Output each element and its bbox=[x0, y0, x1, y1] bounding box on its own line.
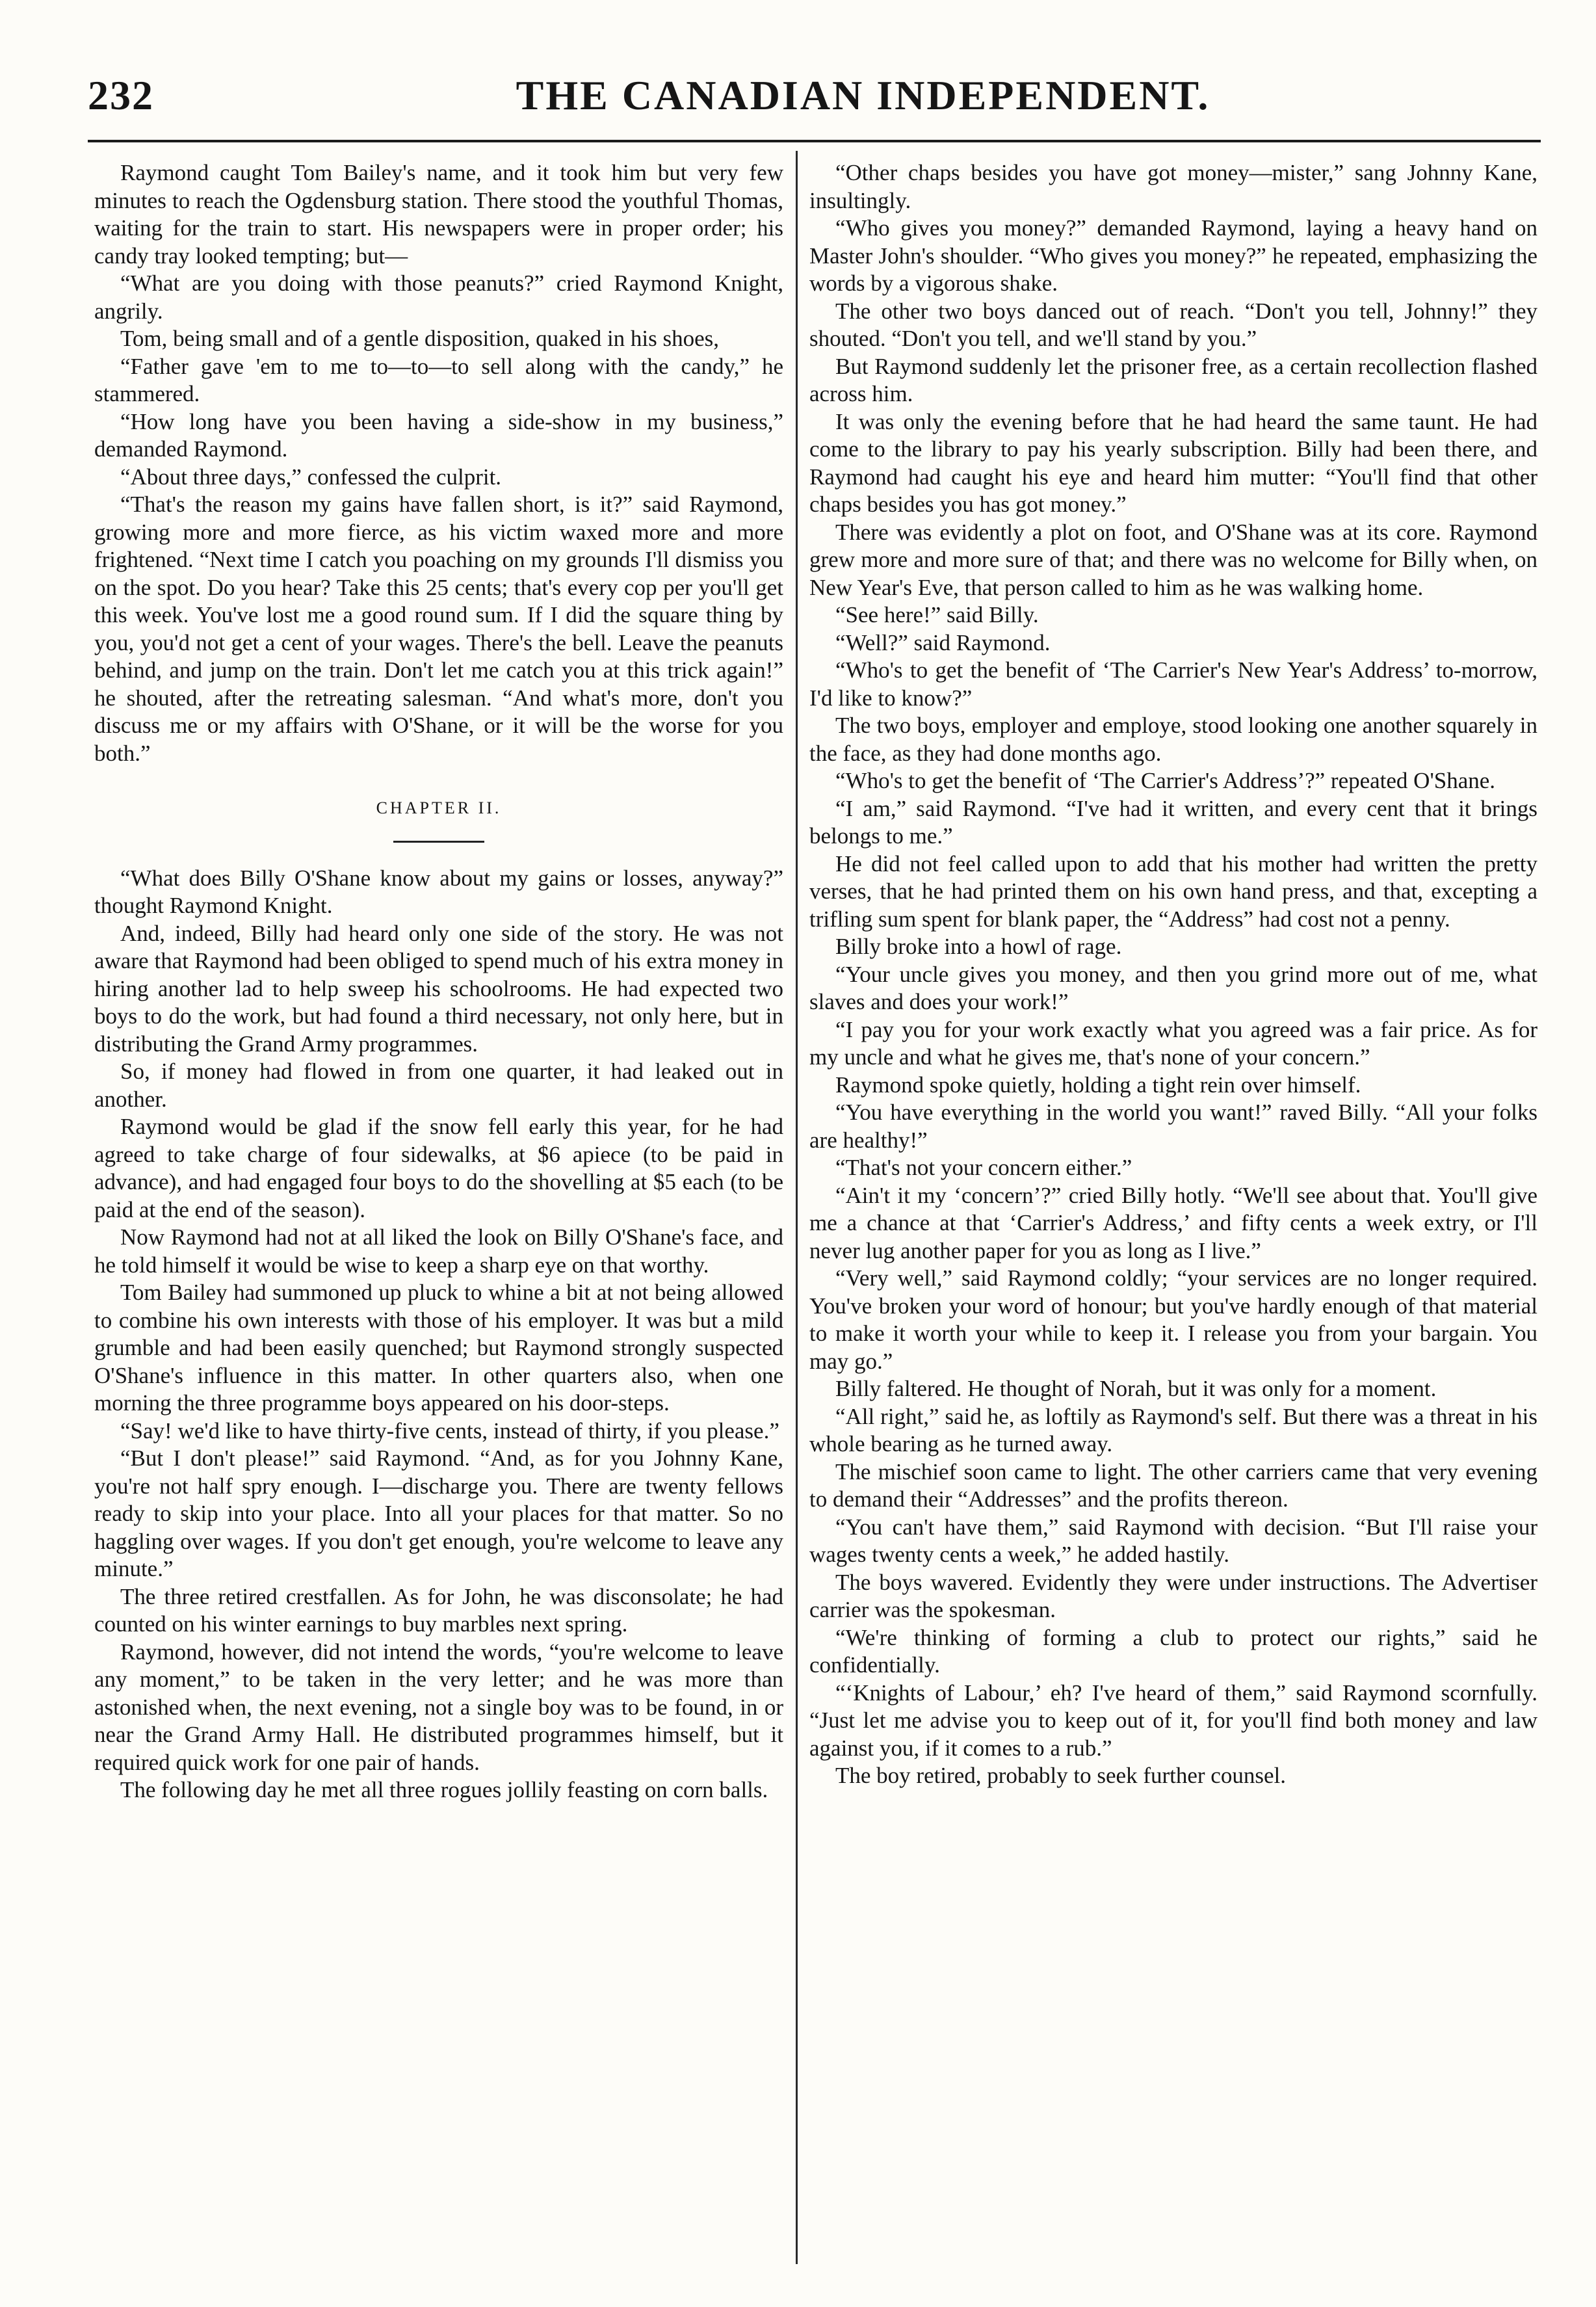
paragraph: “All right,” said he, as loftily as Raymond's self. But there was a threat in his whole bearing as he turned away. bbox=[809, 1403, 1537, 1457]
paragraph: The mischief soon came to light. The other carriers came that very evening to demand their “Addresses” and the profits thereon. bbox=[809, 1458, 1537, 1512]
paragraph: “I am,” said Raymond. “I've had it written, and every cent that it brings belongs to me.” bbox=[809, 795, 1537, 849]
paragraph: The three retired crestfallen. As for John, he was disconsolate; he had counted on his winter earnings to buy marbles next spring. bbox=[94, 1583, 783, 1637]
paragraph: And, indeed, Billy had heard only one side of the story. He was not aware that Raymond had been obliged to spend much of his extra money in hiring another lad to help sweep his schoolrooms. He had expected two boys to do the work, but had found a third necessary, not only here, but in distributing the Grand Army programmes. bbox=[94, 920, 783, 1057]
paragraph: “See here!” said Billy. bbox=[835, 602, 1039, 627]
paragraph: The other two boys danced out of reach. “Don't you tell, Johnny!” they shouted. “Don't you tell, and we'll stand by you.” bbox=[809, 298, 1537, 351]
paragraph: “Your uncle gives you money, and then you grind more out of me, what slaves and does your work!” bbox=[809, 961, 1537, 1014]
page-header bbox=[88, 72, 1541, 124]
paragraph: It was only the evening before that he had heard the same taunt. He had come to the library to pay his yearly subscription. Billy had been there, and Raymond had caught his eye and heard him mutter: “You'll find that other chaps besides you has got money.” bbox=[809, 408, 1537, 517]
chapter-heading: CHAPTER II. bbox=[376, 798, 502, 817]
paragraph: “Well?” said Raymond. bbox=[835, 629, 1051, 655]
paragraph: “What are you doing with those peanuts?” cried Raymond Knight, angrily. bbox=[94, 270, 783, 324]
paragraph: He did not feel called upon to add that his mother had written the pretty verses, that he had printed them on his own hand press, and that, excepting a trifling sum spent for blank paper, the “Address” had cost not a penny. bbox=[809, 850, 1537, 932]
paragraph: “Who gives you money?” demanded Raymond, laying a heavy hand on Master John's shoulder. “Who gives you money?” he repeated, emphasizing the words by a vigorous shake. bbox=[809, 215, 1537, 296]
paragraph: Raymond would be glad if the snow fell early this year, for he had agreed to take charge of four sidewalks, at $6 apiece (to be paid in advance), and had engaged four boys to do the shovelling at $5 each (to be paid at the end of the season). bbox=[94, 1114, 783, 1222]
right-column-text bbox=[809, 159, 1537, 1790]
paragraph: The boys wavered. Evidently they were under instructions. The Advertiser carrier was the spokesman. bbox=[809, 1569, 1537, 1622]
right-column bbox=[809, 159, 1537, 2260]
column-divider bbox=[796, 151, 798, 2264]
paragraph: “How long have you been having a side-show in my business,” demanded Raymond. bbox=[94, 408, 783, 462]
left-column bbox=[94, 159, 783, 2260]
paragraph: “I pay you for your work exactly what you agreed was a fair price. As for my uncle and what he gives me, that's none of your concern.” bbox=[809, 1016, 1537, 1070]
paragraph: The following day he met all three rogues jollily feasting on corn balls. bbox=[120, 1777, 768, 1802]
paragraph: So, if money had flowed in from one quarter, it had leaked out in another. bbox=[94, 1059, 783, 1112]
paragraph: Tom Bailey had summoned up pluck to whine a bit at not being allowed to combine his own interests with those of his employer. It was but a mild grumble and had been easily quenched; but Raymond strongly suspected O'Shane's influence in this matter. In other quarters also, when one morning the three programme boys appeared on his door-steps. bbox=[94, 1280, 783, 1416]
paragraph: Now Raymond had not at all liked the look on Billy O'Shane's face, and he told himself it would be wise to keep a sharp eye on that worthy. bbox=[94, 1224, 783, 1278]
paragraph: “Father gave 'em to me to—to—to sell along with the candy,” he stammered. bbox=[94, 353, 783, 406]
paragraph: The two boys, employer and employe, stood looking one another squarely in the face, as they had done months ago. bbox=[809, 713, 1537, 766]
paragraph: “‘Knights of Labour,’ eh? I've heard of them,” said Raymond scornfully. “Just let me advise you to keep out of it, for you'll find both money and law against you, if it comes to a rub.” bbox=[809, 1680, 1537, 1761]
paragraph: Tom, being small and of a gentle disposition, quaked in his shoes, bbox=[120, 326, 720, 351]
paragraph: “That's not your concern either.” bbox=[835, 1155, 1132, 1180]
paragraph: There was evidently a plot on foot, and O'Shane was at its core. Raymond grew more and more sure of that; and there was no welcome for Billy when, on New Year's Eve, that person called to him as he was walking home. bbox=[809, 519, 1537, 600]
paragraph: “That's the reason my gains have fallen short, is it?” said Raymond, growing more and more fierce, as his victim waxed more and more frightened. “Next time I catch you poaching on my grounds I'll dismiss you on the spot. Do you hear? Take this 25 cents; that's every cop per you'll get this week. You've lost me a good round sum. If I did the square thing by you, you'd not get a cent of your wages. There's the bell. Leave the peanuts behind, and jump on the train. Don't let me catch you at this trick again!” he shouted, after the retreating salesman. “And what's more, don't you discuss me or my affairs with O'Shane, or it will be the worse for you both.” bbox=[94, 492, 783, 766]
page-number: 232 bbox=[88, 72, 154, 118]
paragraph: “Who's to get the benefit of ‘The Carrier's New Year's Address’ to-morrow, I'd like to know?” bbox=[809, 657, 1537, 711]
paragraph: Raymond spoke quietly, holding a tight rein over himself. bbox=[835, 1072, 1361, 1098]
paragraph: “Who's to get the benefit of ‘The Carrier's Address’?” repeated O'Shane. bbox=[835, 768, 1496, 793]
paragraph: “You can't have them,” said Raymond with decision. “But I'll raise your wages twenty cents a week,” he added hastily. bbox=[809, 1514, 1537, 1567]
paragraph: Raymond, however, did not intend the words, “you're welcome to leave any moment,” to be taken in the very letter; and he was more than astonished when, the next evening, not a single boy was to be found, in or near the Grand Army Hall. He distributed programmes himself, but it required quick work for one pair of hands. bbox=[94, 1639, 783, 1775]
paragraph: Billy faltered. He thought of Norah, but it was only for a moment. bbox=[835, 1376, 1437, 1401]
left-column-text bbox=[94, 159, 783, 767]
chapter-rule bbox=[393, 841, 484, 843]
header-rule bbox=[88, 140, 1541, 142]
paragraph: But Raymond suddenly let the prisoner free, as a certain recollection flashed across him. bbox=[809, 353, 1537, 406]
paragraph: “We're thinking of forming a club to protect our rights,” said he confidentially. bbox=[809, 1624, 1537, 1678]
paragraph: “Other chaps besides you have got money—mister,” sang Johnny Kane, insultingly. bbox=[809, 160, 1537, 213]
paragraph: “About three days,” confessed the culprit. bbox=[120, 464, 502, 490]
paragraph: “Say! we'd like to have thirty-five cents, instead of thirty, if you please.” bbox=[120, 1417, 779, 1444]
paragraph: “What does Billy O'Shane know about my gains or losses, anyway?” thought Raymond Knight. bbox=[94, 865, 783, 918]
newspaper-title: THE CANADIAN INDEPENDENT. bbox=[516, 72, 1210, 118]
paragraph: Raymond caught Tom Bailey's name, and it took him but very few minutes to reach the Ogdensburg station. There stood the youthful Thomas, waiting for the train to start. His newspapers were in proper order; his candy tray looked tempting; but— bbox=[94, 160, 783, 269]
paragraph: The boy retired, probably to seek further counsel. bbox=[835, 1763, 1286, 1788]
paragraph: “You have everything in the world you want!” raved Billy. “All your folks are healthy!” bbox=[809, 1100, 1537, 1153]
paragraph: “Ain't it my ‘concern’?” cried Billy hotly. “We'll see about that. You'll give me a chance at that ‘Carrier's Address,’ and fifty cents a week extry, or I'll never lug another paper for you as long as I live.” bbox=[809, 1182, 1537, 1263]
paragraph: Billy broke into a howl of rage. bbox=[835, 934, 1122, 959]
paragraph: “But I don't please!” said Raymond. “And, as for you Johnny Kane, you're not half spry enough. I—discharge you. There are twenty fellows ready to skip into your place. Into all your places for that matter. So no haggling over wages. If you don't get enough, you're welcome to leave any minute.” bbox=[94, 1445, 783, 1581]
paragraph: “Very well,” said Raymond coldly; “your services are no longer required. You've broken your word of honour; but you've hardly enough of that material to make it worth your while to keep it. I release you from your bargain. You may go.” bbox=[809, 1265, 1537, 1374]
chapter-text bbox=[94, 865, 783, 1804]
